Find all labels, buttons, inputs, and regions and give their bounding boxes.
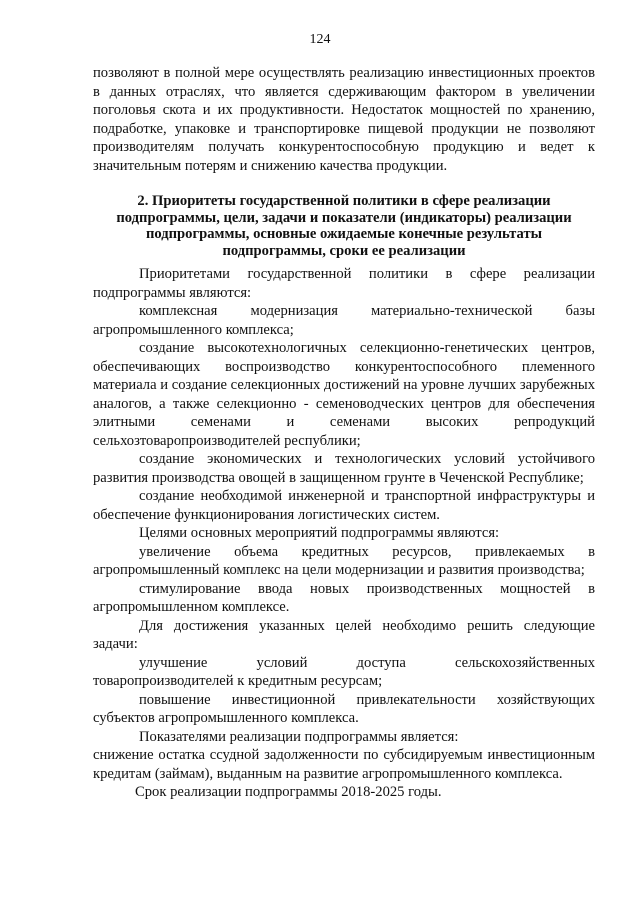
task-item-1: улучшение условий доступа сельскохозяйственных товаропроизводителей к кредитным ресурсам; (93, 654, 595, 689)
heading-line-3: подпрограммы, основные ожидаемые конечные результаты (145, 226, 543, 242)
priority-item-1: комплексная модернизация материально-технической базы агропромышленного комплекса; (93, 303, 595, 338)
section-heading (93, 193, 595, 259)
goal-item-1: увеличение объема кредитных ресурсов, привлекаемых в агропромышленный комплекс на цели модернизации и развития производства; (93, 543, 595, 578)
intro-paragraph: позволяют в полной мере осуществлять реализацию инвестиционных проектов в данных отраслях, что является сдерживающим фактором в увеличении поголовья скота и их продуктивности. Недостаток мощностей по хранению, подработке, упаковке и транспортировке пищевой продукции не позволяют производителям получать конкурентоспособную продукцию и ведет к значительным потерям и снижению качества продукции. (93, 65, 595, 174)
goals-intro: Целями основных мероприятий подпрограммы являются: (139, 525, 500, 541)
goal-item-2: стимулирование ввода новых производственных мощностей в агропромышленном комплексе. (93, 580, 595, 615)
heading-line-4: подпрограммы, сроки ее реализации (222, 242, 466, 259)
document-body (93, 64, 595, 802)
page-number: 124 (309, 32, 331, 47)
indicators-intro: Показателями реализации подпрограммы является: (139, 728, 459, 745)
tasks-intro: Для достижения указанных целей необходимо решить следующие задачи: (93, 617, 595, 652)
priority-item-4: создание необходимой инженерной и транспортной инфраструктуры и обеспечение функционирования логистических систем. (93, 488, 595, 523)
task-item-2: повышение инвестиционной привлекательности хозяйствующих субъектов агропромышленного комплекса. (93, 691, 595, 726)
heading-line-2: подпрограммы, цели, задачи и показатели (индикаторы) реализации (116, 209, 572, 226)
priority-item-3: создание экономических и технологических условий устойчивого развития производства овощей в защищенном грунте в Чеченской Республике; (93, 451, 595, 486)
priority-item-2: создание высокотехнологичных селекционно-генетических центров, обеспечивающих воспроизводство конкурентоспособного племенного материала и создание селекционных достижений на уровне лучших зарубежных аналогов, а также селекционно - семеноводческих центров для обеспечения элитными семенами и семенами высоких репродукций сельхозтоваропроизводителей республики; (93, 340, 595, 449)
heading-line-1: 2. Приоритеты государственной политики в сфере реализации (137, 193, 551, 209)
indicator-item-1: снижение остатка ссудной задолженности по субсидируемым инвестиционным кредитам (займам), выданным на развитие агропромышленного комплекса. (93, 747, 595, 782)
priorities-intro: Приоритетами государственной политики в сфере реализации подпрограммы являются: (93, 266, 595, 301)
implementation-period: Срок реализации подпрограммы 2018-2025 годы. (135, 784, 442, 800)
